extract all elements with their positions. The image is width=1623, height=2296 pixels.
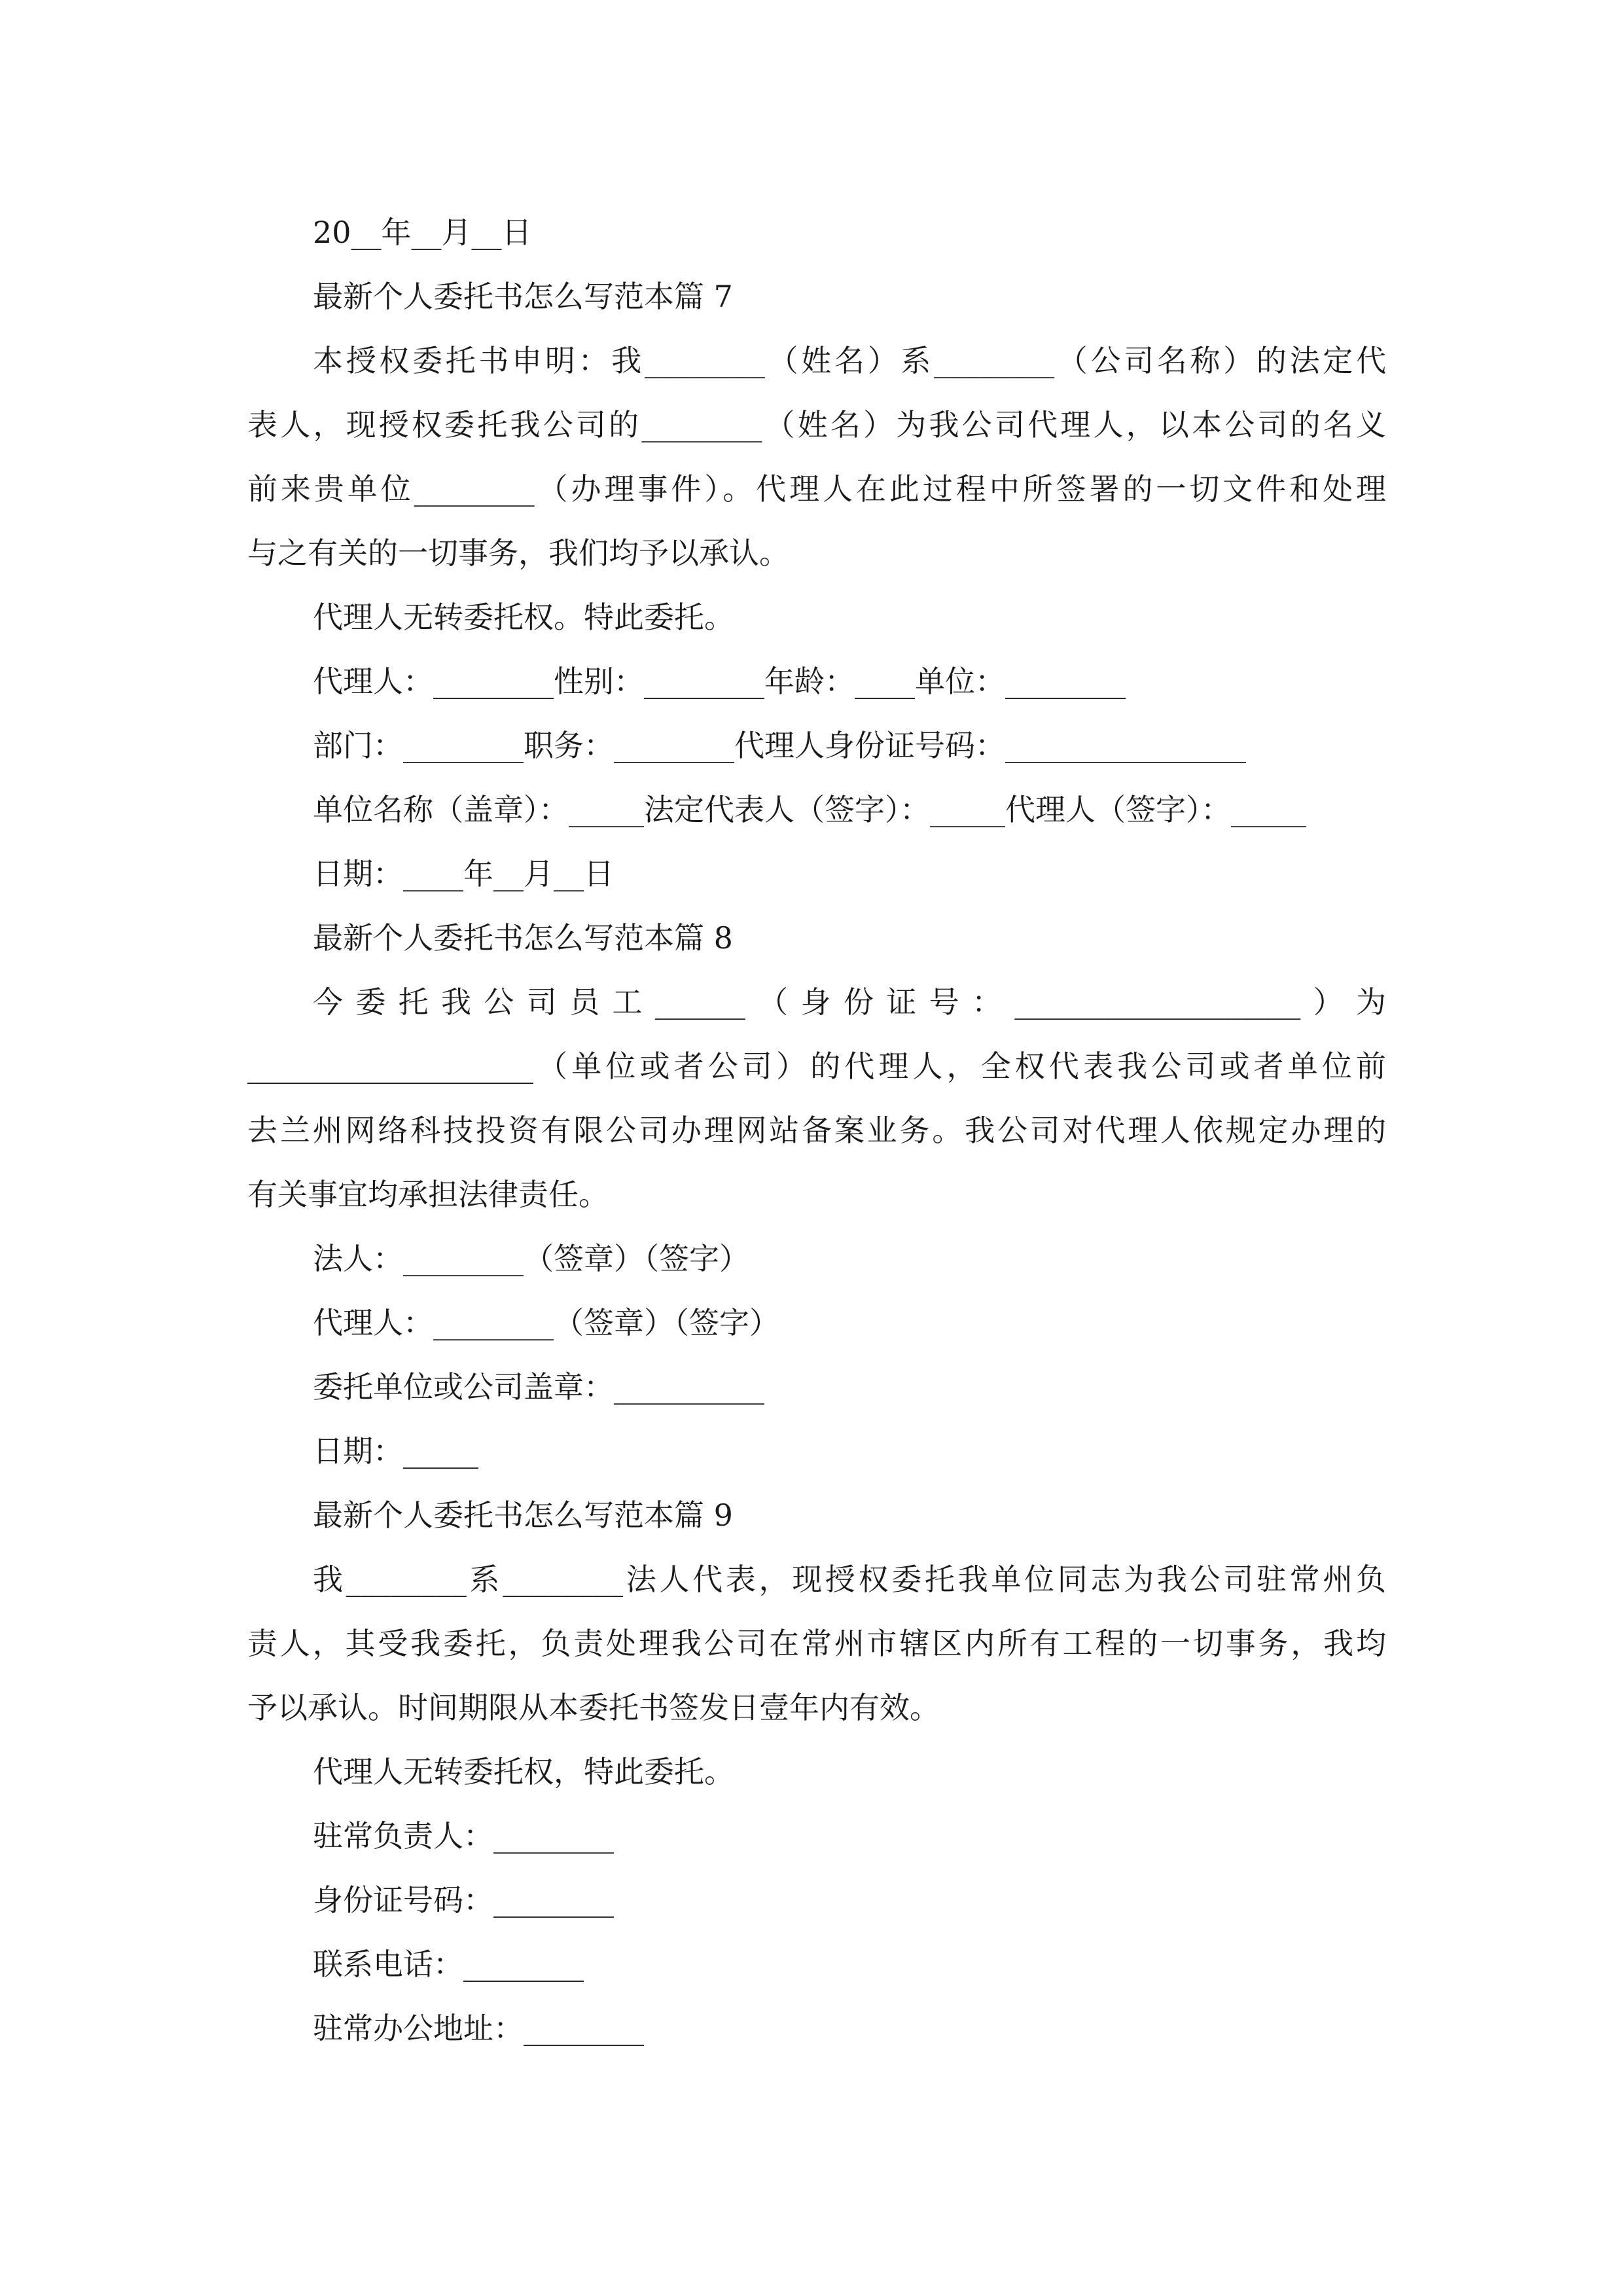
section-7-field-agent: 代理人：________性别：________年龄：____单位：________ bbox=[313, 664, 1126, 699]
section-7-field-date: 日期：____年__月__日 bbox=[313, 856, 614, 891]
section-8-body-line-2: ___________________（单位或者公司）的代理人，全权代表我公司或者单位前 bbox=[247, 1049, 1386, 1084]
section-8-title: 最新个人委托书怎么写范本篇 8 bbox=[313, 920, 733, 956]
section-8-field-company-seal: 委托单位或公司盖章：__________ bbox=[313, 1369, 764, 1405]
section-7-field-department: 部门：________职务：________代理人身份证号码：________________ bbox=[313, 728, 1246, 763]
section-8-body-line-4: 有关事宜均承担法律责任。 bbox=[247, 1177, 609, 1212]
section-8-field-agent: 代理人：________（签章）（签字） bbox=[313, 1305, 779, 1340]
section-9-statement: 代理人无转委托权，特此委托。 bbox=[313, 1754, 734, 1789]
section-9-body-line-1: 我________系________法人代表，现授权委托我单位同志为我公司驻常州负 bbox=[313, 1562, 1386, 1597]
section-9-field-id-number: 身份证号码：________ bbox=[313, 1882, 614, 1918]
section-9-field-phone: 联系电话：________ bbox=[313, 1946, 584, 1982]
date-header: 20__年__月__日 bbox=[313, 215, 532, 250]
section-9-field-resident-manager: 驻常负责人：________ bbox=[313, 1818, 614, 1854]
section-7-body-line-1: 本授权委托书申明：我________（姓名）系________（公司名称）的法定代 bbox=[313, 343, 1386, 378]
section-7-body-line-4: 与之有关的一切事务，我们均予以承认。 bbox=[247, 535, 789, 571]
section-8-body-line-3: 去兰州网络科技投资有限公司办理网站备案业务。我公司对代理人依规定办理的 bbox=[247, 1113, 1386, 1148]
section-7-field-signatures: 单位名称（盖章）：_____法定代表人（签字）：_____代理人（签字）：_____ bbox=[313, 792, 1306, 827]
section-8-field-date: 日期：_____ bbox=[313, 1433, 478, 1469]
section-7-statement: 代理人无转委托权。特此委托。 bbox=[313, 600, 734, 635]
section-8-field-legal-person: 法人：________（签章）（签字） bbox=[313, 1241, 749, 1276]
section-9-title: 最新个人委托书怎么写范本篇 9 bbox=[313, 1498, 733, 1533]
section-7-title: 最新个人委托书怎么写范本篇 7 bbox=[313, 279, 733, 314]
section-9-body-line-2: 责人，其受我委托，负责处理我公司在常州市辖区内所有工程的一切事务，我均 bbox=[247, 1626, 1386, 1661]
section-9-body-line-3: 予以承认。时间期限从本委托书签发日壹年内有效。 bbox=[247, 1690, 940, 1725]
section-9-field-office-address: 驻常办公地址：________ bbox=[313, 2011, 644, 2046]
section-7-body-line-2: 表人，现授权委托我公司的________（姓名）为我公司代理人，以本公司的名义 bbox=[247, 407, 1386, 442]
section-8-body-line-1: 今委托我公司员工______（身份证号：___________________）为 bbox=[313, 984, 1386, 1020]
section-7-body-line-3: 前来贵单位________（办理事件）。代理人在此过程中所签署的一切文件和处理 bbox=[247, 471, 1386, 507]
